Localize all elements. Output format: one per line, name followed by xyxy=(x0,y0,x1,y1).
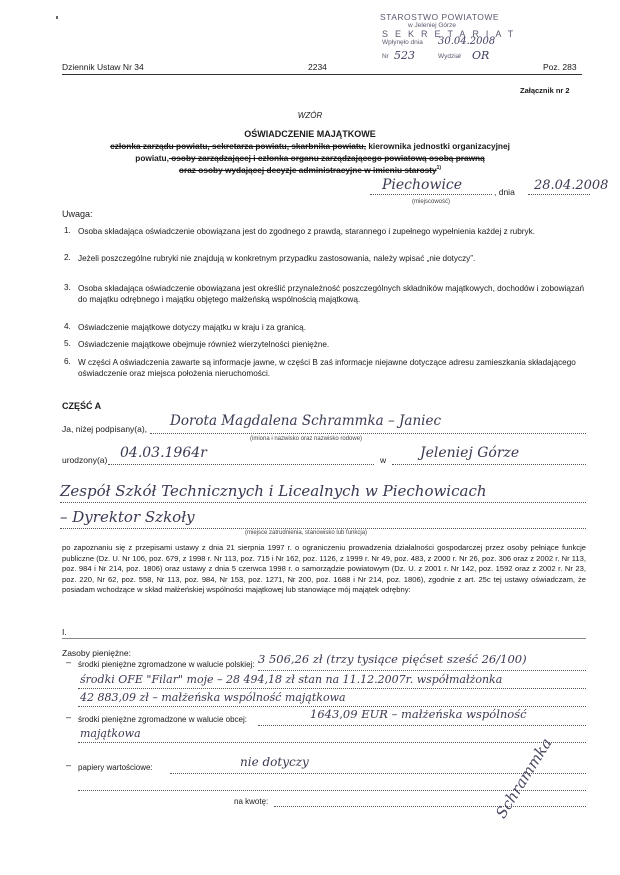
pln-line3: 42 883,09 zł – małżeńska wspólność majątkowa xyxy=(80,691,346,704)
place-line xyxy=(370,194,492,195)
securities-value: nie dotyczy xyxy=(240,755,309,769)
title-line2 xyxy=(0,153,620,163)
pln-dash: – xyxy=(66,657,72,667)
employer-line1-rule xyxy=(60,502,586,503)
note-5-text: Oświadczenie majątkowe obejmuje również wierzytelności pieniężne. xyxy=(78,340,330,349)
annex-label: Załącznik nr 2 xyxy=(520,86,570,95)
stamp-enclosures-label: Wydział xyxy=(438,53,461,60)
note-6-text: W części A oświadczenia zawarte są informacje jawne, w części B zaś informacje niejawne dotyczące adresu zamieszkania składającego oświadczenie oraz miejsca położenia nieruchomości. xyxy=(78,358,576,378)
note-1-text: Osoba składająca oświadczenie obowiązana jest do zgodnego z prawdą, starannego i zupełnego wypełnienia każdej z rubryk. xyxy=(78,227,535,236)
title-line1 xyxy=(0,141,620,151)
foreign-line1 xyxy=(258,725,586,726)
date-value: 28.04.2008 xyxy=(534,178,609,193)
title-line3 xyxy=(0,165,620,175)
signer-caption: (imiona i nazwisko oraz nazwisko rodowe) xyxy=(250,436,363,442)
amount-label: na kwotę: xyxy=(234,797,269,806)
pln-label: środki pieniężne zgromadzone w walucie polskiej: xyxy=(78,660,255,669)
amount-line xyxy=(274,806,586,807)
foreign-line2-rule xyxy=(78,742,586,743)
note-3-number: 3. xyxy=(64,283,71,292)
title-line2-kept: powiatu, xyxy=(135,153,169,163)
notes-heading: Uwaga: xyxy=(62,209,93,219)
form-title: OŚWIADCZENIE MAJĄTKOWE xyxy=(244,129,376,139)
stamp-received-label: Wpłynęło dnia xyxy=(382,39,423,46)
office-stamp xyxy=(380,12,530,78)
scan-speck xyxy=(56,16,58,19)
pln-line1 xyxy=(258,670,586,671)
signer-line xyxy=(150,433,586,434)
place-value: Piechowice xyxy=(382,177,463,193)
wzor-label: WZÓR xyxy=(297,111,323,120)
title-line2-struck: osoby zarządzającej i członka organu zarządzającego powiatową osobą prawną xyxy=(168,153,485,163)
title-line3-struck: oraz osoby wydającej decyzje administracyjne w imieniu starosty xyxy=(178,165,437,175)
part-a-heading: CZĘŚĆ A xyxy=(62,401,102,411)
signer-value: Dorota Magdalena Schrammka – Janiec xyxy=(170,413,442,429)
pln-value: 3 506,26 zł (trzy tysiące pięćset sześć 26/100) xyxy=(258,652,527,666)
journal-name: Dziennik Ustaw Nr 34 xyxy=(62,62,144,72)
section-rule xyxy=(62,638,586,639)
header-rule xyxy=(62,74,582,75)
handwritten-signature: Schrammka xyxy=(492,734,556,822)
foreign-label: środki pieniężne zgromadzone w walucie obcej: xyxy=(78,715,247,724)
position-number: Poz. 283 xyxy=(543,62,577,72)
signer-label: Ja, niżej podpisany(a), xyxy=(62,424,148,434)
legal-text: po zapoznaniu się z przepisami ustawy z dnia 21 sierpnia 1997 r. o ograniczeniu prowadzenia działalności gospodarczej przez osoby pełniące funkcje publiczne (Dz. U. Nr 106, poz. 679, z 1998 r. Nr 113, poz. 715 i Nr 162, poz. 1126, z 1999 r. Nr 49, poz. 483, z 2000 r. Nr 26, poz. 306 oraz z 2002 r. Nr 113, poz. 984 i Nr 214, poz. 1806) oraz ustawy z dnia 5 czerwca 1998 r. o samorządzie powiatowym (Dz. U. z 2001 r. Nr 142, poz. 1592 oraz z 2002 r. Nr 23, poz. 220, Nr 62, poz. 558, Nr 113, poz. 984, Nr 153, poz. 1271, Nr 200, poz. 1688 i Nr 214, poz. 1806), zgodnie z art. 25c tej ustawy oświadczam, że posiadam wchodzące w skład małżeńskiej wspólności majątkowej lub stanowiące mój majątek odrębny: xyxy=(62,543,586,595)
note-6-number: 6. xyxy=(64,357,71,366)
employer-line2-rule xyxy=(60,528,586,529)
born-place-line xyxy=(392,464,586,465)
note-4-text: Oświadczenie majątkowe dotyczy majątku w kraju i za granicą. xyxy=(78,323,306,332)
title-line1-kept: kierownika jednostki organizacyjnej xyxy=(366,141,510,151)
securities-dash: – xyxy=(66,760,72,770)
place-caption: (miejscowość) xyxy=(412,199,451,205)
note-1-number: 1. xyxy=(64,226,71,235)
note-4-number: 4. xyxy=(64,322,71,331)
stamp-line2: w Jeleniej Górze xyxy=(408,22,457,29)
born-place: Jeleniej Górze xyxy=(420,445,520,461)
employer-line1: Zespół Szkół Technicznych i Licealnych w Piechowicach xyxy=(60,482,487,500)
foreign-dash: – xyxy=(66,712,72,722)
stamp-number-label: Nr xyxy=(382,53,389,60)
born-in-label: w xyxy=(380,455,387,465)
foreign-line2: majątkowa xyxy=(80,727,141,740)
stamp-line1: STAROSTWO POWIATOWE xyxy=(380,12,500,22)
title-line1-struck: członka zarządu powiatu, sekretarza powiatu, skarbnika powiatu, xyxy=(110,141,367,151)
employer-caption: (miejsce zatrudnienia, stanowisko lub funkcja) xyxy=(245,530,368,536)
foreign-value: 1643,09 EUR – małżeńska wspólność xyxy=(310,707,527,721)
employer-line2: – Dyrektor Szkoły xyxy=(60,508,195,526)
date-label: , dnia xyxy=(494,187,515,197)
born-label: urodzony(a) xyxy=(62,455,108,465)
date-line xyxy=(528,194,590,195)
pln-line2: środki OFE "Filar" moje – 28 494,18 zł stan na 11.12.2007r. współmałżonka xyxy=(80,673,503,686)
stamp-line3: SEKRETARIAT xyxy=(382,29,521,39)
page-number: 2234 xyxy=(308,62,327,72)
born-date-line xyxy=(108,464,374,465)
stamp-enclosures-value: OR xyxy=(472,49,490,62)
note-5-number: 5. xyxy=(64,339,71,348)
resources-heading: Zasoby pieniężne: xyxy=(62,648,131,658)
stamp-number-value: 523 xyxy=(394,49,415,62)
note-2-number: 2. xyxy=(64,253,71,262)
stamp-received-date: 30.04.2008 xyxy=(438,36,496,47)
born-date: 04.03.1964r xyxy=(120,445,207,461)
note-2-text: Jeżeli poszczególne rubryki nie znajdują w konkretnym przypadku zastosowania, należy wpisać „nie dotyczy”. xyxy=(78,254,476,263)
footnote-mark: 1) xyxy=(436,165,442,172)
note-3-text: Osoba składająca oświadczenie obowiązana jest określić przynależność poszczególnych składników majątkowych, dochodów i zobowiązań do majątku odrębnego i majątku objętego małżeńską wspólnością majątkową. xyxy=(78,284,585,304)
section-roman: I. xyxy=(62,627,67,637)
securities-label: papiery wartościowe: xyxy=(78,763,153,772)
pln-line2-rule xyxy=(78,688,586,689)
